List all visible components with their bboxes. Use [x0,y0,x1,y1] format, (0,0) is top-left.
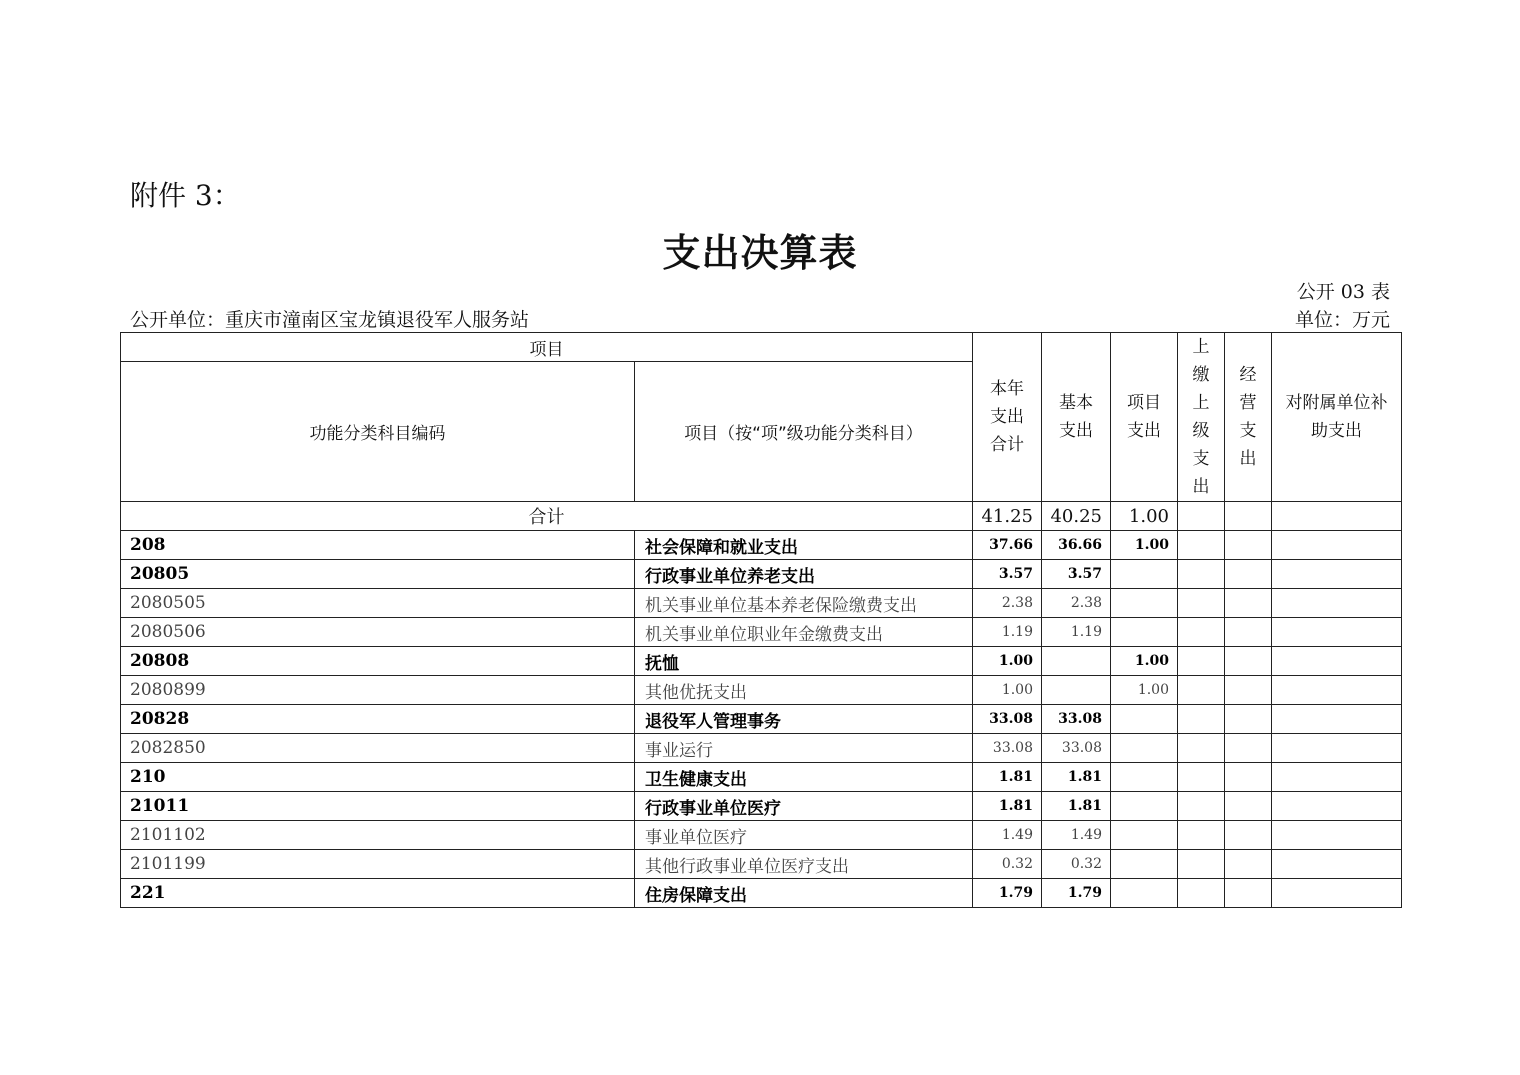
row-subsidy [1272,734,1402,763]
row-total: 37.66 [973,531,1042,560]
row-project [1111,792,1178,821]
row-code: 208 [121,531,635,560]
row-name: 机关事业单位基本养老保险缴费支出 [635,589,973,618]
row-name: 住房保障支出 [635,879,973,908]
row-name: 其他优抚支出 [635,676,973,705]
row-business [1225,589,1272,618]
header-total: 本年支出合计 [973,333,1042,502]
row-code: 210 [121,763,635,792]
header-subsidy: 对附属单位补助支出 [1272,333,1402,502]
row-upper [1178,792,1225,821]
reporting-unit: 公开单位：重庆市潼南区宝龙镇退役军人服务站 [130,309,530,331]
row-upper [1178,850,1225,879]
table-row [121,676,1402,705]
row-code: 2101102 [121,821,635,850]
row-total: 2.38 [973,589,1042,618]
row-business [1225,618,1272,647]
table-row [121,618,1402,647]
row-basic: 36.66 [1042,531,1111,560]
row-name: 行政事业单位养老支出 [635,560,973,589]
row-total: 33.08 [973,705,1042,734]
summary-subsidy [1272,502,1402,531]
row-project: 1.00 [1111,676,1178,705]
row-upper [1178,560,1225,589]
row-business [1225,734,1272,763]
row-subsidy [1272,589,1402,618]
summary-project: 1.00 [1111,502,1178,531]
row-name: 事业运行 [635,734,973,763]
summary-upper [1178,502,1225,531]
row-code: 20805 [121,560,635,589]
row-upper [1178,531,1225,560]
row-subsidy [1272,705,1402,734]
row-basic: 1.19 [1042,618,1111,647]
row-subsidy [1272,560,1402,589]
row-subsidy [1272,792,1402,821]
header-code: 功能分类科目编码 [121,362,635,502]
row-subsidy [1272,647,1402,676]
row-business [1225,705,1272,734]
expenditure-table [120,332,1402,908]
table-row [121,734,1402,763]
row-code: 2080899 [121,676,635,705]
row-business [1225,647,1272,676]
header-basic: 基本支出 [1042,333,1111,502]
row-total: 1.19 [973,618,1042,647]
row-business [1225,560,1272,589]
row-upper [1178,589,1225,618]
row-code: 2082850 [121,734,635,763]
row-code: 221 [121,879,635,908]
row-code: 20828 [121,705,635,734]
row-subsidy [1272,879,1402,908]
summary-row [121,502,1402,531]
row-subsidy [1272,763,1402,792]
row-basic: 33.08 [1042,705,1111,734]
row-upper [1178,618,1225,647]
summary-business [1225,502,1272,531]
table-row [121,792,1402,821]
table-row [121,705,1402,734]
row-name: 退役军人管理事务 [635,705,973,734]
row-business [1225,676,1272,705]
row-subsidy [1272,531,1402,560]
row-business [1225,821,1272,850]
table-row [121,763,1402,792]
row-total: 1.49 [973,821,1042,850]
row-upper [1178,821,1225,850]
row-business [1225,763,1272,792]
row-business [1225,531,1272,560]
row-project [1111,763,1178,792]
row-basic: 33.08 [1042,734,1111,763]
row-upper [1178,879,1225,908]
summary-label: 合计 [121,502,973,531]
row-name: 社会保障和就业支出 [635,531,973,560]
table-row [121,879,1402,908]
row-project [1111,821,1178,850]
table-row [121,531,1402,560]
row-project [1111,850,1178,879]
row-code: 21011 [121,792,635,821]
row-total: 3.57 [973,560,1042,589]
summary-basic: 40.25 [1042,502,1111,531]
row-total: 1.00 [973,647,1042,676]
row-subsidy [1272,618,1402,647]
row-name: 抚恤 [635,647,973,676]
header-business: 经营支出 [1225,333,1272,502]
row-code: 2080506 [121,618,635,647]
row-project [1111,734,1178,763]
row-code: 2080505 [121,589,635,618]
header-project: 项目支出 [1111,333,1178,502]
currency-unit: 单位：万元 [1294,309,1390,331]
row-upper [1178,705,1225,734]
row-subsidy [1272,821,1402,850]
row-basic [1042,676,1111,705]
row-upper [1178,676,1225,705]
row-basic: 0.32 [1042,850,1111,879]
page-title: 支出决算表 [662,230,858,275]
row-basic: 2.38 [1042,589,1111,618]
header-upper: 上缴上级支出 [1178,333,1225,502]
row-upper [1178,734,1225,763]
row-basic: 3.57 [1042,560,1111,589]
row-total: 1.79 [973,879,1042,908]
table-row [121,821,1402,850]
row-basic: 1.81 [1042,792,1111,821]
row-basic [1042,647,1111,676]
table-row [121,850,1402,879]
row-name: 卫生健康支出 [635,763,973,792]
row-name: 行政事业单位医疗 [635,792,973,821]
row-project [1111,705,1178,734]
row-name: 机关事业单位职业年金缴费支出 [635,618,973,647]
row-business [1225,879,1272,908]
row-code: 20808 [121,647,635,676]
header-name: 项目（按“项”级功能分类科目） [635,362,973,502]
row-business [1225,850,1272,879]
row-total: 0.32 [973,850,1042,879]
row-project: 1.00 [1111,647,1178,676]
row-basic: 1.79 [1042,879,1111,908]
summary-total: 41.25 [973,502,1042,531]
table-number: 公开 03 表 [1296,281,1390,303]
row-total: 1.00 [973,676,1042,705]
row-name: 事业单位医疗 [635,821,973,850]
row-upper [1178,763,1225,792]
row-total: 33.08 [973,734,1042,763]
row-subsidy [1272,676,1402,705]
attachment-label: 附件 3： [130,179,241,212]
header-project-group: 项目 [121,333,973,362]
row-code: 2101199 [121,850,635,879]
row-project [1111,560,1178,589]
row-project: 1.00 [1111,531,1178,560]
row-upper [1178,647,1225,676]
table-row [121,647,1402,676]
row-business [1225,792,1272,821]
row-project [1111,618,1178,647]
unit-row [130,305,1390,332]
row-total: 1.81 [973,763,1042,792]
table-row [121,560,1402,589]
row-project [1111,589,1178,618]
row-total: 1.81 [973,792,1042,821]
row-basic: 1.49 [1042,821,1111,850]
row-name: 其他行政事业单位医疗支出 [635,850,973,879]
row-basic: 1.81 [1042,763,1111,792]
row-project [1111,879,1178,908]
row-subsidy [1272,850,1402,879]
table-row [121,589,1402,618]
